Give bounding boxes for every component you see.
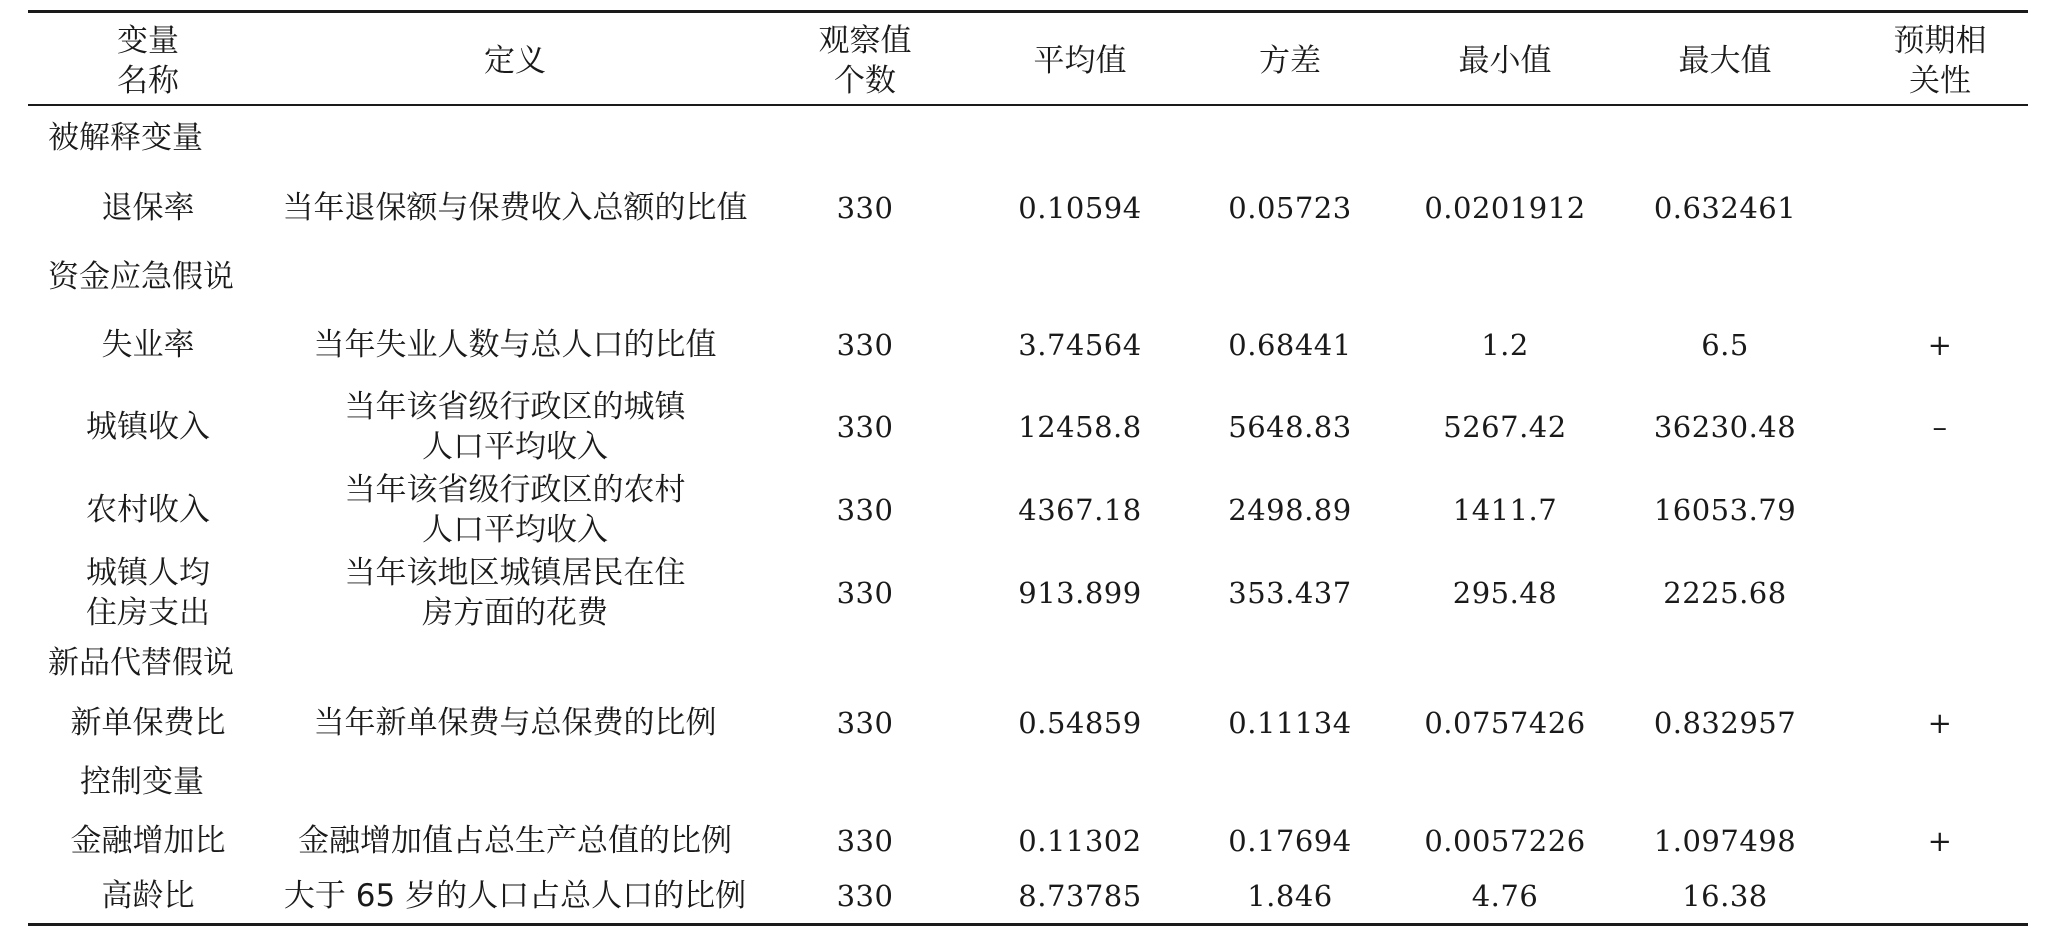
row-observations: 330	[836, 410, 894, 444]
row-expected: –	[1932, 410, 1948, 444]
row-observations: 330	[836, 493, 894, 527]
row-variance: 353.437	[1228, 576, 1352, 610]
header-definition: 定义	[484, 43, 546, 79]
row-mean: 3.74564	[1018, 328, 1142, 362]
row-observations: 330	[836, 191, 894, 225]
row-variance: 0.11134	[1228, 706, 1352, 740]
header-min: 最小值	[1458, 43, 1552, 79]
row-variable-name: 金融增加比	[70, 823, 226, 859]
table-bottom-rule	[28, 923, 2028, 926]
row-expected: +	[1927, 824, 1953, 858]
row-expected	[1850, 552, 2030, 634]
row-mean: 8.73785	[1018, 879, 1142, 913]
row-expected: +	[1927, 706, 1953, 740]
row-variable-name: 城镇人均 住房支出	[86, 555, 210, 631]
row-observations: 330	[836, 879, 894, 913]
row-variable-name: 失业率	[101, 327, 195, 363]
row-expected	[1850, 183, 2030, 233]
row-mean: 0.11302	[1018, 824, 1142, 858]
row-observations: 330	[836, 824, 894, 858]
header-rule	[28, 104, 2028, 106]
row-mean: 12458.8	[1018, 410, 1142, 444]
group-label-substitution: 新品代替假说	[48, 645, 234, 681]
row-definition: 当年新单保费与总保费的比例	[313, 705, 717, 741]
table-top-rule	[28, 10, 2028, 13]
row-max: 0.832957	[1653, 706, 1797, 740]
header-expected-correlation: 预期相 关性	[1893, 23, 1987, 99]
row-variable-name: 新单保费比	[70, 705, 226, 741]
row-min: 5267.42	[1443, 410, 1567, 444]
row-definition: 大于 65 岁的人口占总人口的比例	[283, 878, 747, 914]
row-max: 0.632461	[1653, 191, 1797, 225]
row-min: 1.2	[1481, 328, 1529, 362]
row-min: 295.48	[1452, 576, 1558, 610]
header-mean: 平均值	[1033, 43, 1127, 79]
row-variance: 0.05723	[1228, 191, 1352, 225]
row-definition: 当年该地区城镇居民在住 房方面的花费	[344, 555, 686, 631]
row-expected	[1850, 873, 2030, 919]
row-min: 0.0757426	[1424, 706, 1586, 740]
row-variance: 5648.83	[1228, 410, 1352, 444]
row-mean: 913.899	[1018, 576, 1142, 610]
row-max: 16053.79	[1653, 493, 1797, 527]
row-min: 0.0057226	[1424, 824, 1586, 858]
row-max: 16.38	[1682, 879, 1768, 913]
row-min: 1411.7	[1452, 493, 1558, 527]
group-label-dependent: 被解释变量	[48, 120, 203, 156]
row-min: 4.76	[1471, 879, 1539, 913]
row-definition: 当年该省级行政区的农村 人口平均收入	[344, 472, 686, 548]
row-definition: 当年失业人数与总人口的比值	[313, 327, 717, 363]
row-variance: 2498.89	[1228, 493, 1352, 527]
row-observations: 330	[836, 328, 894, 362]
row-variance: 1.846	[1247, 879, 1333, 913]
group-label-control: 控制变量	[80, 764, 204, 800]
row-mean: 4367.18	[1018, 493, 1142, 527]
row-definition: 当年退保额与保费收入总额的比值	[282, 190, 748, 226]
row-variable-name: 城镇收入	[86, 409, 210, 445]
row-variance: 0.68441	[1228, 328, 1352, 362]
row-observations: 330	[836, 706, 894, 740]
row-variable-name: 农村收入	[86, 492, 210, 528]
row-max: 2225.68	[1663, 576, 1787, 610]
header-max: 最大值	[1678, 43, 1772, 79]
row-mean: 0.54859	[1018, 706, 1142, 740]
header-observations: 观察值 个数	[818, 23, 912, 99]
row-variance: 0.17694	[1228, 824, 1352, 858]
row-max: 6.5	[1701, 328, 1749, 362]
row-max: 1.097498	[1653, 824, 1797, 858]
row-expected: +	[1927, 328, 1953, 362]
row-mean: 0.10594	[1018, 191, 1142, 225]
row-min: 0.0201912	[1424, 191, 1586, 225]
row-definition: 金融增加值占总生产总值的比例	[298, 823, 732, 859]
row-definition: 当年该省级行政区的城镇 人口平均收入	[344, 389, 686, 465]
row-variable-name: 退保率	[101, 190, 195, 226]
header-variance: 方差	[1259, 43, 1321, 79]
row-observations: 330	[836, 576, 894, 610]
header-variable-name: 变量 名称	[117, 23, 179, 99]
row-expected	[1850, 469, 2030, 551]
group-label-liquidity: 资金应急假说	[48, 259, 234, 295]
row-variable-name: 高龄比	[101, 878, 195, 914]
row-max: 36230.48	[1653, 410, 1797, 444]
